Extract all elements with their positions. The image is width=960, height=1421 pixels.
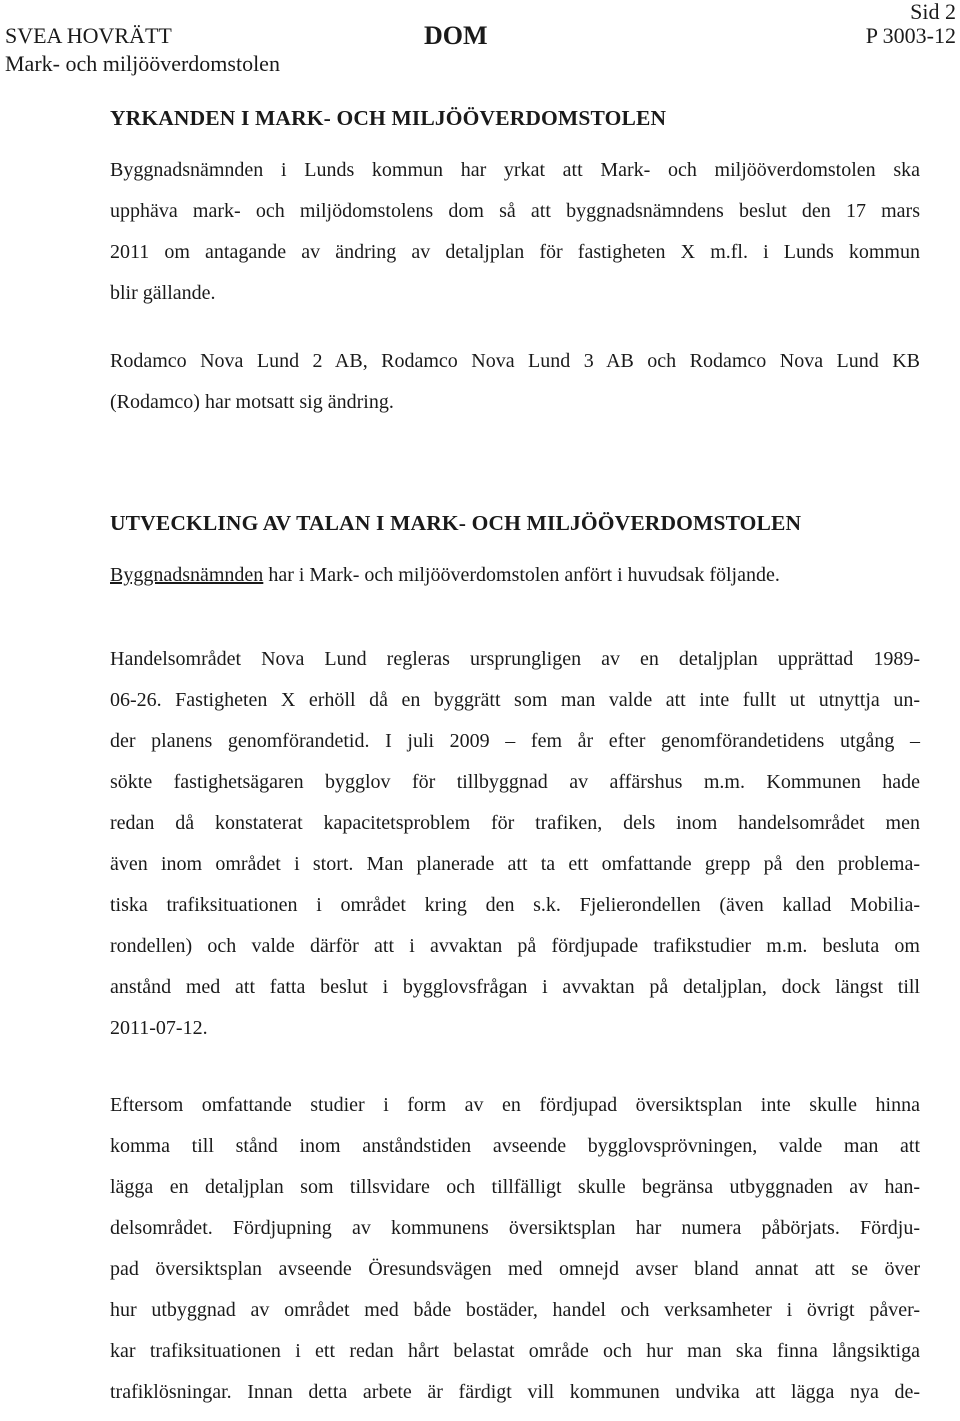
text-line: (Rodamco) har motsatt sig ändring. — [110, 391, 394, 413]
claims-paragraph-2 — [110, 349, 920, 431]
text-line: delsområdet. Fördjupning av kommunens översiktsplan har numera påbörjats. Fördju- — [110, 1217, 920, 1239]
text-line: Handelsområdet Nova Lund regleras ursprungligen av en detaljplan upprättad 1989- — [110, 648, 920, 670]
text-line — [110, 563, 920, 604]
case-number: P 3003-12 — [865, 23, 956, 48]
development-paragraph-1 — [110, 647, 920, 1057]
court-name: SVEA HOVRÄTT — [5, 23, 172, 48]
page-number: Sid 2 — [910, 0, 956, 24]
text-line: trafiklösningar. Innan detta arbete är färdigt vill kommunen undvika att lägga nya de- — [110, 1381, 920, 1403]
claims-paragraph-1 — [110, 158, 920, 322]
text-line: Byggnadsnämnden i Lunds kommun har yrkat att Mark- och miljööverdomstolen ska — [110, 159, 920, 181]
text-line: anstånd med att fatta beslut i bygglovsfrågan i avvaktan på detaljplan, dock längst till — [110, 976, 920, 998]
text-line: upphäva mark- och miljödomstolens dom så att byggnadsnämndens beslut den 17 mars — [110, 200, 920, 222]
development-paragraph-2 — [110, 1093, 920, 1421]
text-line: Eftersom omfattande studier i form av en fördjupad översiktsplan inte skulle hinna — [110, 1094, 920, 1116]
text-line: hur utbyggnad av området med både bostäder, handel och verksamheter i övrigt påver- — [110, 1299, 920, 1321]
text-line: även inom området i stort. Man planerade att ta ett omfattande grepp på den problema- — [110, 853, 920, 875]
text-line: kar trafiksituationen i ett redan hårt belastat område och hur man ska finna långsiktiga — [110, 1340, 920, 1362]
text-line: Rodamco Nova Lund 2 AB, Rodamco Nova Lund 3 AB och Rodamco Nova Lund KB — [110, 350, 920, 372]
text-line: sökte fastighetsägaren bygglov för tillbyggnad av affärshus m.m. Kommunen hade — [110, 771, 920, 793]
text-line: blir gällande. — [110, 282, 216, 304]
development-intro — [110, 563, 920, 604]
section-heading-claims: YRKANDEN I MARK- OCH MILJÖÖVERDOMSTOLEN — [110, 106, 667, 130]
department-name: Mark- och miljööverdomstolen — [5, 51, 280, 76]
party-name: Byggnadsnämnden — [110, 564, 264, 586]
document-type: DOM — [424, 21, 488, 50]
text-line: pad översiktsplan avseende Öresundsvägen med omnejd avser bland annat att se över — [110, 1258, 920, 1280]
text-line: redan då konstaterat kapacitetsproblem för trafiken, dels inom handelsområdet men — [110, 812, 920, 834]
text-line: 2011 om antagande av ändring av detaljplan för fastigheten X m.fl. i Lunds kommun — [110, 241, 920, 263]
text-line: 06-26. Fastigheten X erhöll då en byggrätt som man valde att inte fullt ut utnyttja un- — [110, 689, 920, 711]
text-line: 2011-07-12. — [110, 1017, 208, 1039]
text-line: komma till stånd inom anståndstiden avseende bygglovsprövningen, valde man att — [110, 1135, 920, 1157]
text-line: rondellen) och valde därför att i avvaktan på fördjupade trafikstudier m.m. besluta om — [110, 935, 920, 957]
intro-rest: har i Mark- och miljööverdomstolen anfört i huvudsak följande. — [263, 564, 780, 586]
section-heading-development: UTVECKLING AV TALAN I MARK- OCH MILJÖÖVERDOMSTOLEN — [110, 511, 802, 535]
text-line: tiska trafiksituationen i området kring den s.k. Fjelierondellen (även kallad Mobilia- — [110, 894, 920, 916]
text-line: der planens genomförandetid. I juli 2009 – fem år efter genomförandetidens utgång – — [110, 730, 920, 752]
text-line: lägga en detaljplan som tillsvidare och tillfälligt skulle begränsa utbyggnaden av han- — [110, 1176, 920, 1198]
